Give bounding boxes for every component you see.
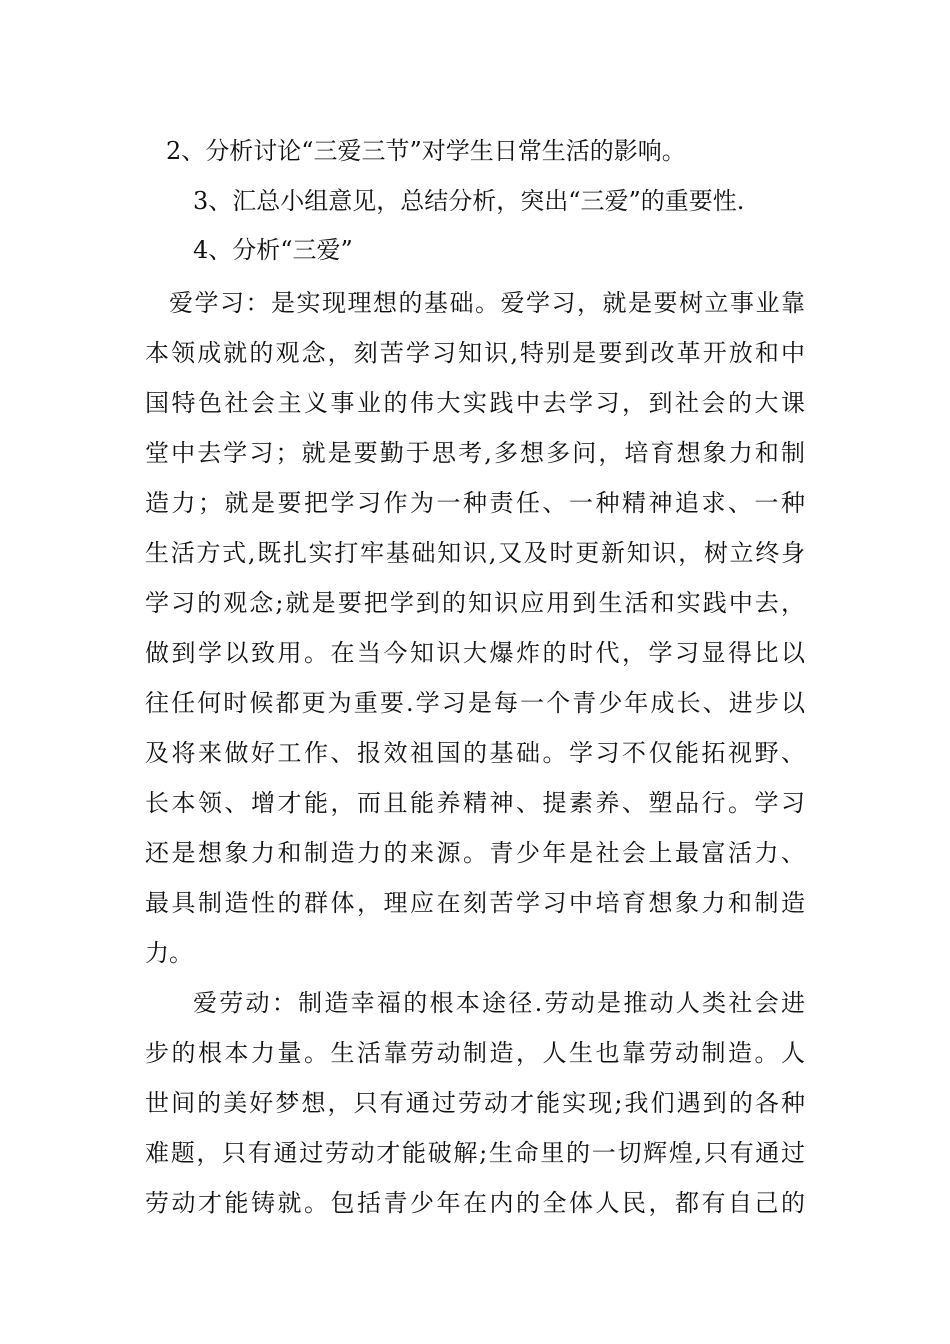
love-study-line-9: 往任何时候都更为重要.学习是每一个青少年成长、进步以 [145,689,805,717]
love-labor-line-4: 难题，只有通过劳动才能破解;生命里的一切辉煌,只有通过 [145,1139,805,1167]
love-study-line-1: 爱学习：是实现理想的基础。爱学习，就是要树立事业靠 [169,289,805,317]
love-study-line-13: 最具制造性的群体，理应在刻苦学习中培育想象力和制造 [145,889,805,917]
list-item-3: 3、汇总小组意见，总结分析，突出“三爱”的重要性. [193,187,745,215]
love-study-line-11: 长本领、增才能，而且能养精神、提素养、塑品行。学习 [145,789,805,817]
love-study-line-12: 还是想象力和制造力的来源。青少年是社会上最富活力、 [145,839,805,867]
love-labor-line-3: 世间的美好梦想，只有通过劳动才能实现;我们遇到的各种 [145,1089,805,1117]
love-labor-line-5: 劳动才能铸就。包括青少年在内的全体人民，都有自己的 [145,1189,805,1217]
love-labor-line-1: 爱劳动：制造幸福的根本途径.劳动是推动人类社会进 [193,989,805,1017]
love-study-line-6: 生活方式,既扎实打牢基础知识,又及时更新知识，树立终身 [145,539,805,567]
love-study-line-5: 造力；就是要把学习作为一种责任、一种精神追求、一种 [145,489,805,517]
love-study-line-7: 学习的观念;就是要把学到的知识应用到生活和实践中去， [145,589,805,617]
love-study-line-4: 堂中去学习；就是要勤于思考,多想多问，培育想象力和制 [145,439,805,467]
love-study-line-3: 国特色社会主义事业的伟大实践中去学习，到社会的大课 [145,389,805,417]
love-study-line-2: 本领成就的观念，刻苦学习知识,特别是要到改革开放和中 [145,339,805,367]
love-study-line-14: 力。 [145,939,193,967]
list-item-2: 2、分析讨论“三爱三节”对学生日常生活的影响。 [166,137,686,165]
love-labor-line-2: 步的根本力量。生活靠劳动制造，人生也靠劳动制造。人 [145,1039,805,1067]
love-study-line-8: 做到学以致用。在当今知识大爆炸的时代，学习显得比以 [145,639,805,667]
love-study-line-10: 及将来做好工作、报效祖国的基础。学习不仅能拓视野、 [145,739,805,767]
list-item-4: 4、分析“三爱” [193,236,353,264]
